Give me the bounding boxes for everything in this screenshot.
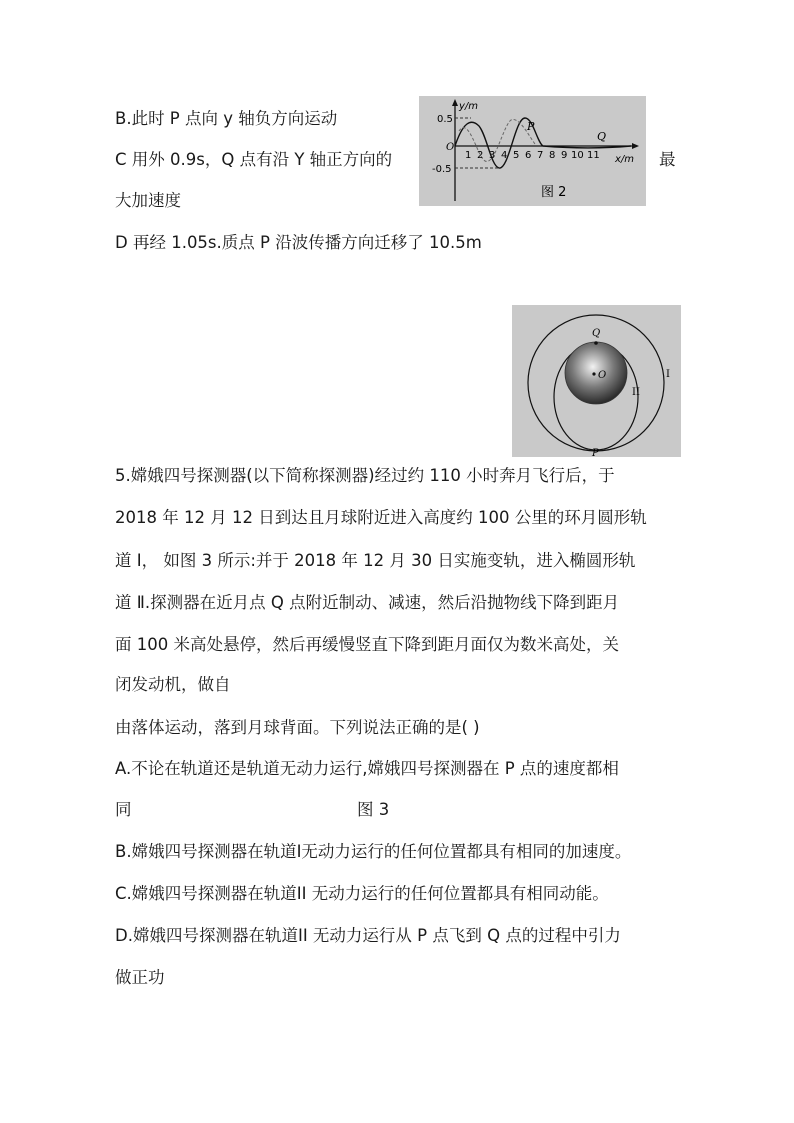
x-tick: 8 xyxy=(549,150,556,161)
q5-stem-line7: 由落体运动，落到月球背面。下列说法正确的是( ) xyxy=(115,718,480,737)
moon-center-dot xyxy=(592,372,595,375)
option-b: B.此时 P 点向 y 轴负方向运动 xyxy=(115,109,338,128)
x-axis-arrow xyxy=(632,143,639,149)
x-tick: 11 xyxy=(587,150,600,161)
point-q-dot xyxy=(594,341,598,345)
x-ticks xyxy=(465,150,600,161)
q5-stem-line2: 2018 年 12 月 12 日到达且月球附近进入高度约 100 公里的环月圆形轨 xyxy=(115,508,647,527)
x-tick: 7 xyxy=(537,150,544,161)
option-d: D 再经 1.05s.质点 P 沿波传播方向迁移了 10.5m xyxy=(115,233,482,252)
option-c-line2: 大加速度 xyxy=(115,191,181,210)
wave-graph-svg xyxy=(419,96,646,206)
q5-option-d-line2: 做正功 xyxy=(115,968,165,987)
y-tick-top: 0.5 xyxy=(437,114,453,125)
orbit-diagram-svg xyxy=(512,305,681,457)
y-tick-bottom: -0.5 xyxy=(432,164,452,175)
x-tick: 5 xyxy=(513,150,520,161)
figure-2-wave xyxy=(419,96,646,206)
orbit-2-label: II xyxy=(632,387,640,398)
orbit-point-p-label: P xyxy=(592,448,599,457)
q5-stem-line4: 道 Ⅱ.探测器在近月点 Q 点附近制动、减速，然后沿抛物线下降到距月 xyxy=(115,593,620,612)
figure-3-caption: 图 3 xyxy=(357,800,390,819)
q5-option-d-line1: D.嫦娥四号探测器在轨道II 无动力运行从 P 点飞到 Q 点的过程中引力 xyxy=(115,926,621,945)
origin-label: O xyxy=(446,142,455,153)
q5-stem-line3: 道 Ⅰ， 如图 3 所示:并于 2018 年 12 月 30 日实施变轨，进入椭圆形轨 xyxy=(115,551,636,570)
x-tick: 10 xyxy=(571,150,584,161)
x-tick: 1 xyxy=(465,150,472,161)
figure-3-orbits xyxy=(512,305,681,457)
figure-2-caption: 图 2 xyxy=(541,185,567,200)
q5-option-b: B.嫦娥四号探测器在轨道I无动力运行的任何位置都具有相同的加速度。 xyxy=(115,842,632,861)
x-tick: 9 xyxy=(561,150,568,161)
q5-option-c: C.嫦娥四号探测器在轨道II 无动力运行的任何位置都具有相同动能。 xyxy=(115,884,609,903)
orbit-point-q-label: Q xyxy=(592,328,601,339)
orbit-1-label: I xyxy=(666,369,670,380)
q5-stem-line5: 面 100 米高处悬停，然后再缓慢竖直下降到距月面仅为数米高处，关 xyxy=(115,635,619,654)
q5-option-a-line1: A.不论在轨道还是轨道无动力运行,嫦娥四号探测器在 P 点的速度都相 xyxy=(115,759,619,778)
q5-option-a-line2: 同 xyxy=(115,800,132,819)
y-axis-label: y/m xyxy=(459,101,479,112)
moon xyxy=(565,342,627,404)
x-tick: 6 xyxy=(525,150,532,161)
moon-center-label: O xyxy=(598,370,607,381)
option-c-line1: C 用外 0.9s，Q 点有沿 Y 轴正方向的 xyxy=(115,150,393,169)
x-tick: 4 xyxy=(501,150,508,161)
q5-stem-line6: 闭发动机，做自 xyxy=(115,675,231,694)
point-p-label: P xyxy=(527,120,535,133)
x-axis-label: x/m xyxy=(615,154,635,165)
q5-stem-line1: 5.嫦娥四号探测器(以下简称探测器)经过约 110 小时奔月飞行后，于 xyxy=(115,466,615,485)
point-q-label: Q xyxy=(597,130,607,143)
x-tick: 2 xyxy=(477,150,484,161)
y-axis-arrow xyxy=(452,99,458,106)
option-c-line1-end: 最 xyxy=(659,150,676,169)
x-tick: 3 xyxy=(489,150,496,161)
